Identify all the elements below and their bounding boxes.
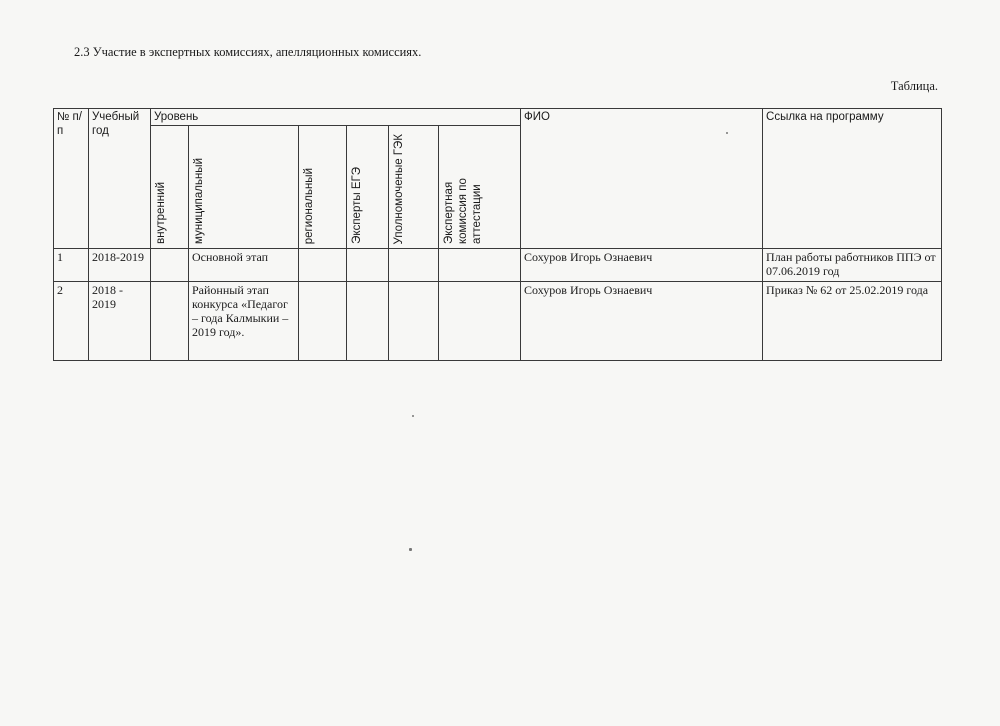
commissions-table <box>53 108 942 361</box>
header-link: Ссылка на программу <box>763 109 942 249</box>
subheader-internal <box>151 126 189 249</box>
section-heading: 2.3 Участие в экспертных комиссиях, апелляционных комиссиях. <box>74 45 422 59</box>
cell-regional <box>299 249 347 282</box>
cell-ege <box>347 249 389 282</box>
cell-fio: Сохуров Игорь Ознаевич <box>521 282 763 361</box>
cell-gek <box>389 249 439 282</box>
cell-municipal: Основной этап <box>189 249 299 282</box>
subheader-municipal-label: муниципальный <box>193 158 205 244</box>
cell-link: План работы работников ППЭ от 07.06.2019 год <box>763 249 942 282</box>
header-level: Уровень <box>151 109 521 126</box>
header-fio: ФИО <box>521 109 763 249</box>
subheader-ege <box>347 126 389 249</box>
cell-regional <box>299 282 347 361</box>
cell-municipal: Районный этап конкурса «Педагог – года Калмыкии – 2019 год». <box>189 282 299 361</box>
subheader-regional-label: региональный <box>303 167 315 244</box>
cell-year: 2018-2019 <box>89 249 151 282</box>
table-row <box>54 249 942 282</box>
header-row-main <box>54 109 942 126</box>
scan-speck <box>409 548 412 551</box>
subheader-regional <box>299 126 347 249</box>
subheader-municipal <box>189 126 299 249</box>
cell-ege <box>347 282 389 361</box>
header-num: № п/п <box>54 109 89 249</box>
cell-gek <box>389 282 439 361</box>
cell-internal <box>151 249 189 282</box>
scan-speck <box>412 415 414 417</box>
cell-num: 1 <box>54 249 89 282</box>
subheader-attest-label: Экспертная комиссия по аттестации <box>443 178 483 244</box>
table-caption: Таблица. <box>890 79 938 93</box>
subheader-internal-label: внутренний <box>155 182 167 244</box>
cell-attest <box>439 282 521 361</box>
cell-attest <box>439 249 521 282</box>
cell-num: 2 <box>54 282 89 361</box>
cell-internal <box>151 282 189 361</box>
cell-year: 2018 - 2019 <box>89 282 151 361</box>
subheader-ege-label: Эксперты ЕГЭ <box>351 167 363 244</box>
subheader-gek <box>389 126 439 249</box>
cell-fio: Сохуров Игорь Ознаевич <box>521 249 763 282</box>
subheader-attest <box>439 126 521 249</box>
cell-link: Приказ № 62 от 25.02.2019 года <box>763 282 942 361</box>
subheader-gek-label: Уполномоченые ГЭК <box>393 133 405 244</box>
header-year: Учебный год <box>89 109 151 249</box>
scan-speck <box>726 132 728 134</box>
table-row <box>54 282 942 361</box>
